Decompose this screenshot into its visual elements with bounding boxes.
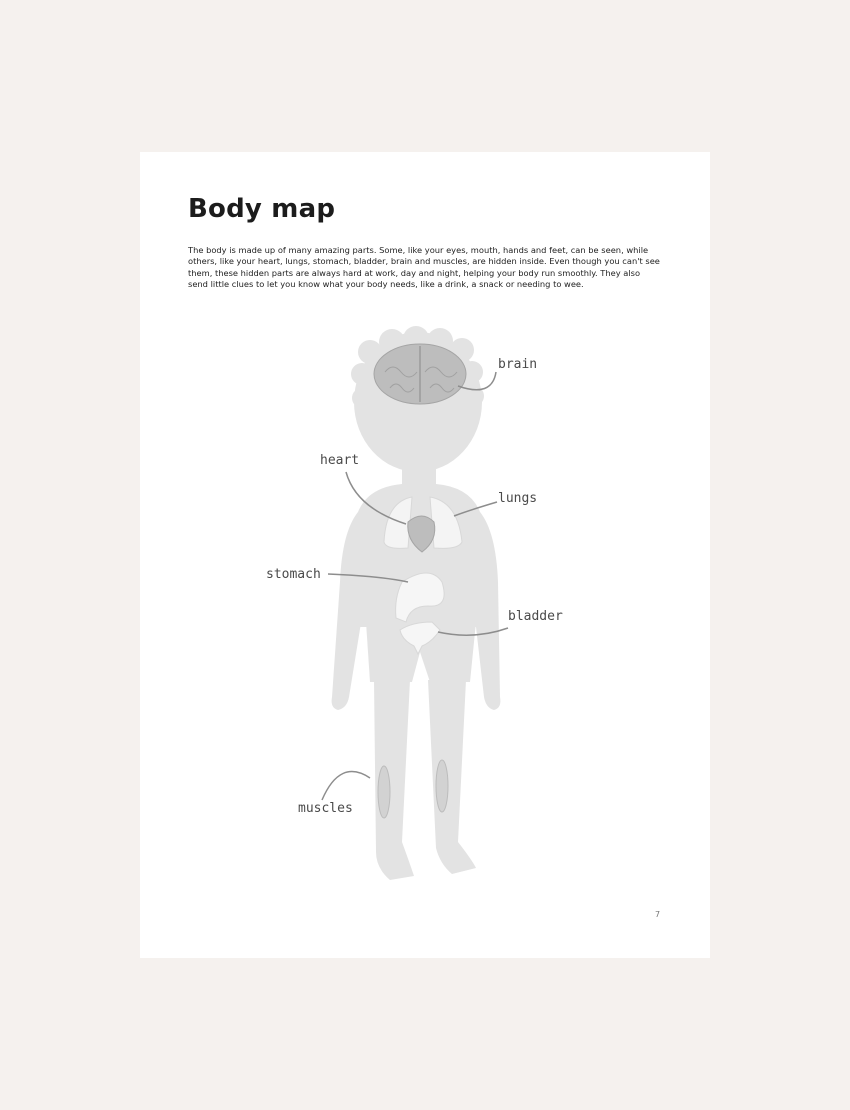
heart-label: heart [320,453,360,468]
lungs-label: lungs [498,491,538,506]
body-map-illustration [140,152,710,958]
page-title: Body map [188,194,336,224]
muscles-arrow [322,772,370,800]
brain-label: brain [498,357,538,372]
page-number: 7 [655,910,661,919]
muscles-label: muscles [298,801,353,816]
bladder-label: bladder [508,609,563,624]
book-page [140,152,710,958]
intro-paragraph: The body is made up of many amazing parts. Some, like your eyes, mouth, hands and feet, can be seen, while others, like your heart, lungs, stomach, bladder, brain and muscles, are hidden inside. Even though you can't see them, these hidden parts are always hard at work, day and night, helping your body run smoothly. They also send little clues to let you know what your body needs, like a drink, a snack or needing to wee. [188,245,660,289]
stomach-label: stomach [266,567,321,582]
brain-organ [374,344,466,404]
